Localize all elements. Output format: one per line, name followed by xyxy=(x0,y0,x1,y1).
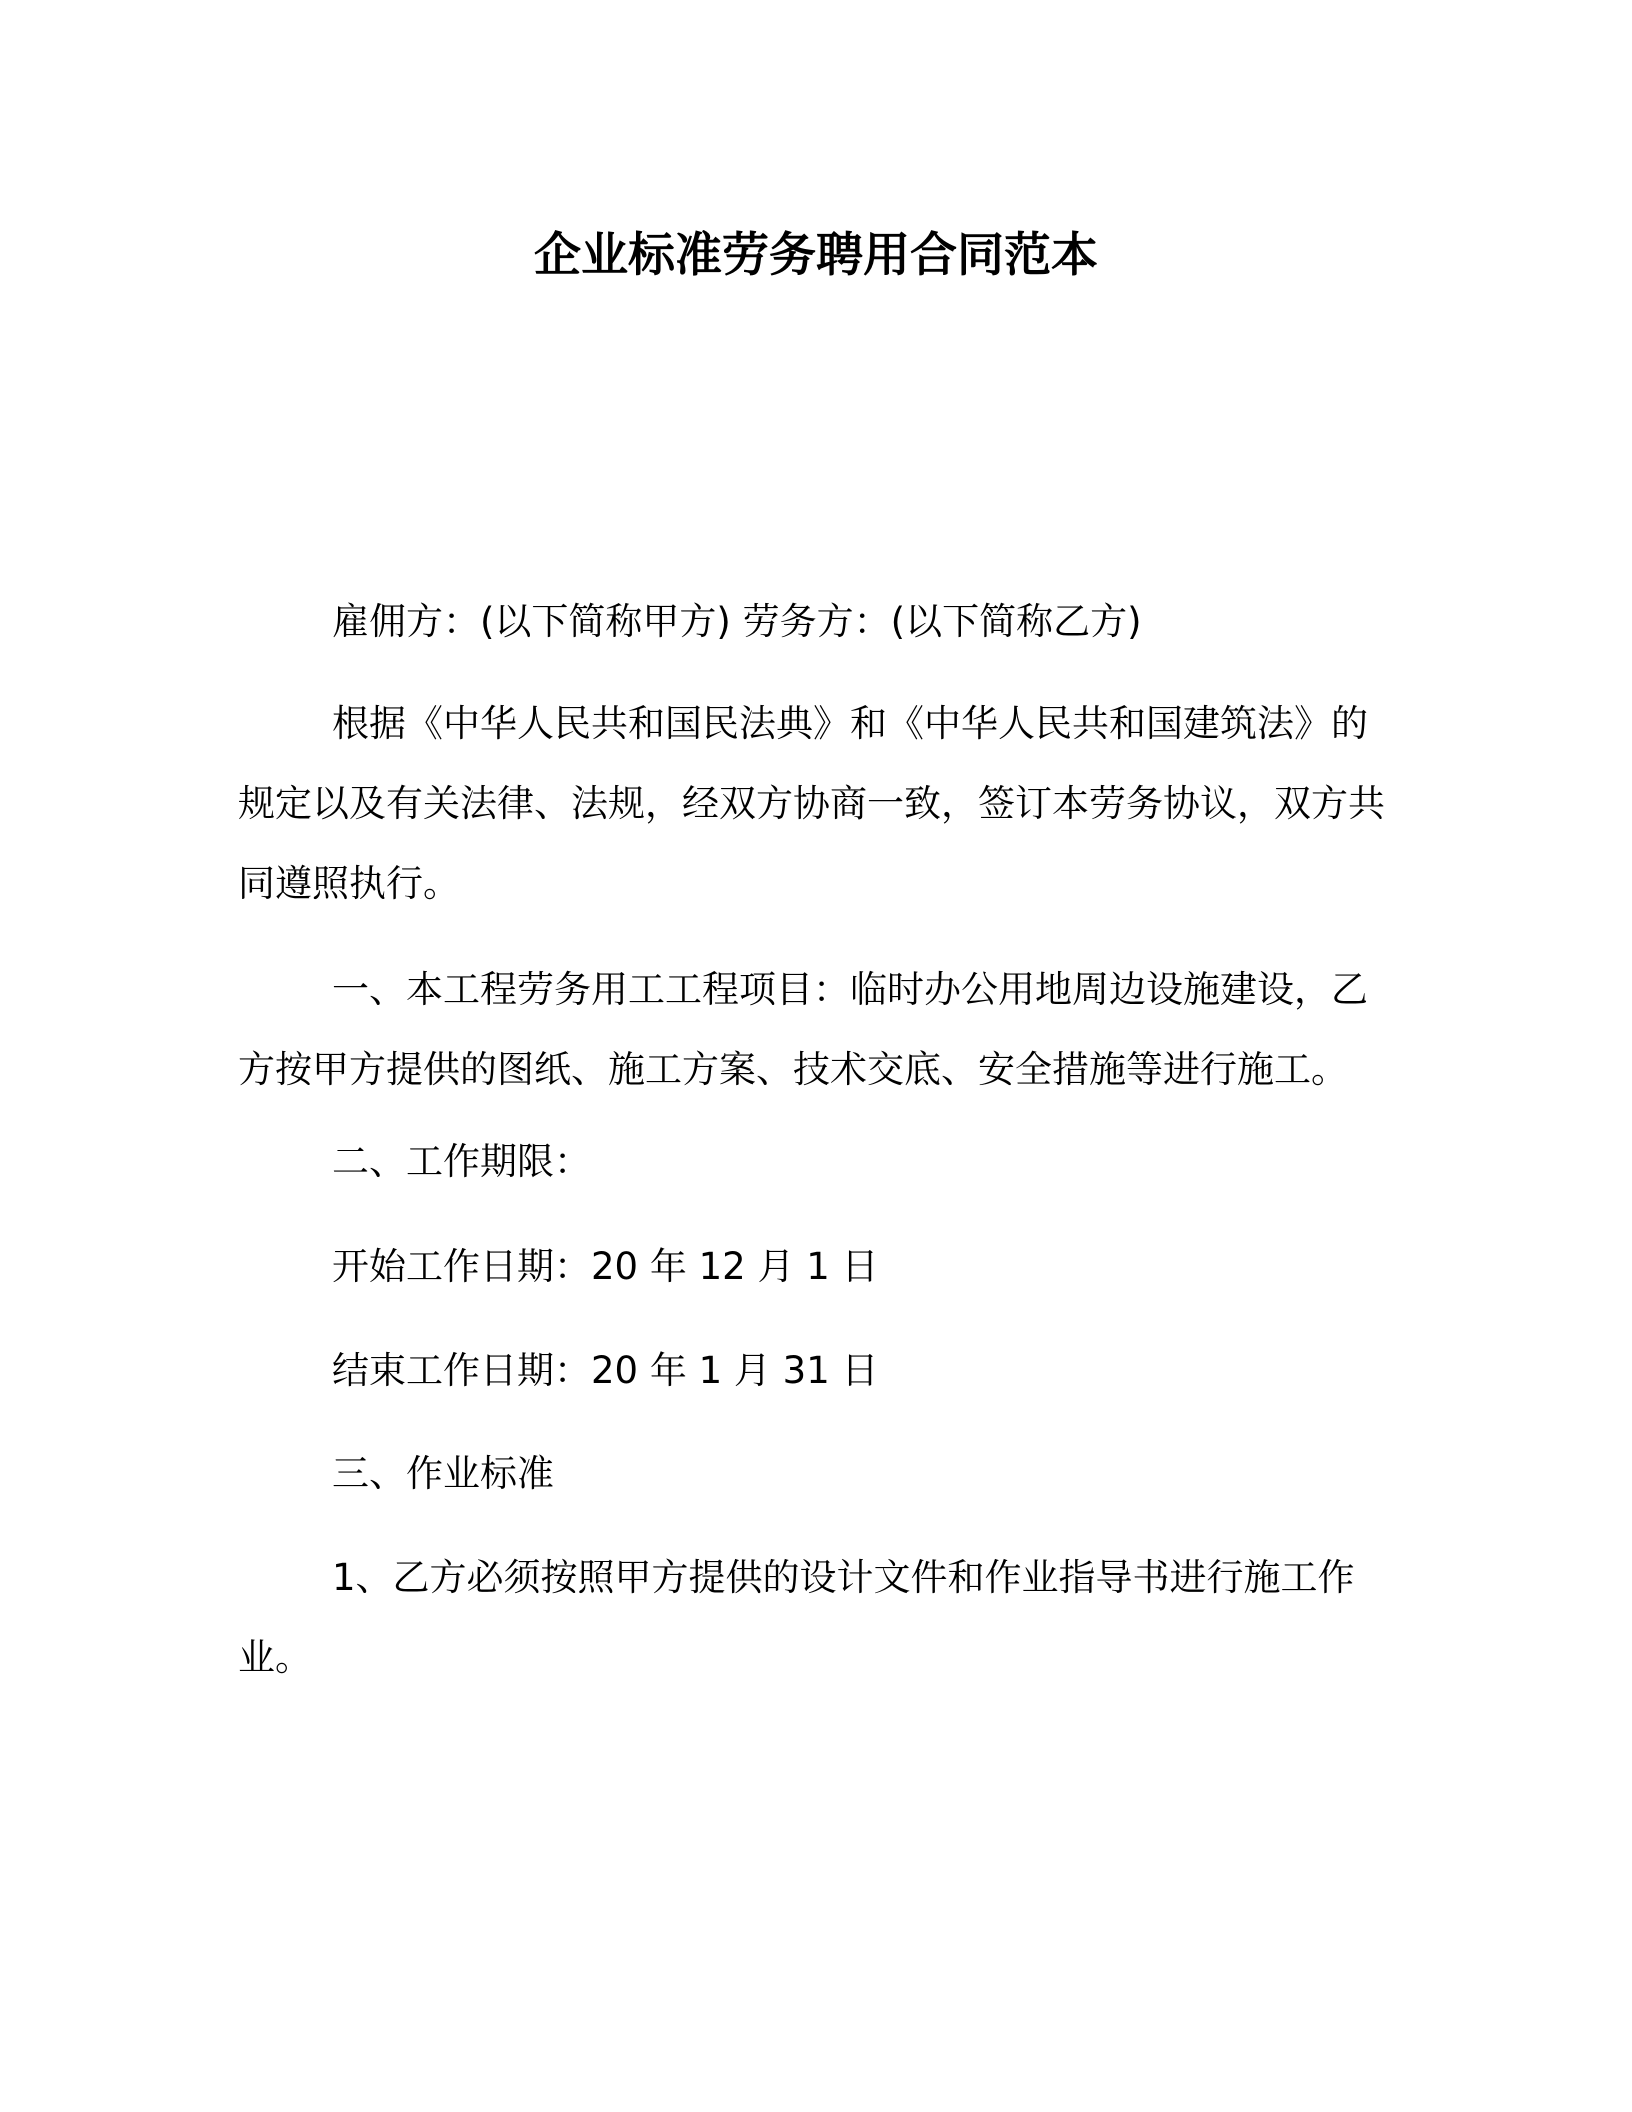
project-clause-paragraph: 一、本工程劳务用工工程项目：临时办公用地周边设施建设，乙方按甲方提供的图纸、施工方案、技术交底、安全措施等进行施工。 xyxy=(238,968,1368,1091)
parties-paragraph: 雇佣方：(以下简称甲方) 劳务方：(以下简称乙方) xyxy=(332,600,1142,643)
document-title: 企业标准劳务聘用合同范本 xyxy=(534,228,1098,283)
legal-basis-paragraph: 根据《中华人民共和国民法典》和《中华人民共和国建筑法》的规定以及有关法律、法规，经双方协商一致，签订本劳务协议，双方共同遵照执行。 xyxy=(238,702,1385,905)
work-period-heading: 二、工作期限： xyxy=(332,1140,591,1183)
work-standard-item-1: 1、乙方必须按照甲方提供的设计文件和作业指导书进行施工作业。 xyxy=(238,1556,1355,1679)
end-date-line: 结束工作日期：20 年 1 月 31 日 xyxy=(332,1349,879,1392)
start-date-line: 开始工作日期：20 年 12 月 1 日 xyxy=(332,1245,879,1288)
work-standard-heading: 三、作业标准 xyxy=(332,1452,554,1495)
